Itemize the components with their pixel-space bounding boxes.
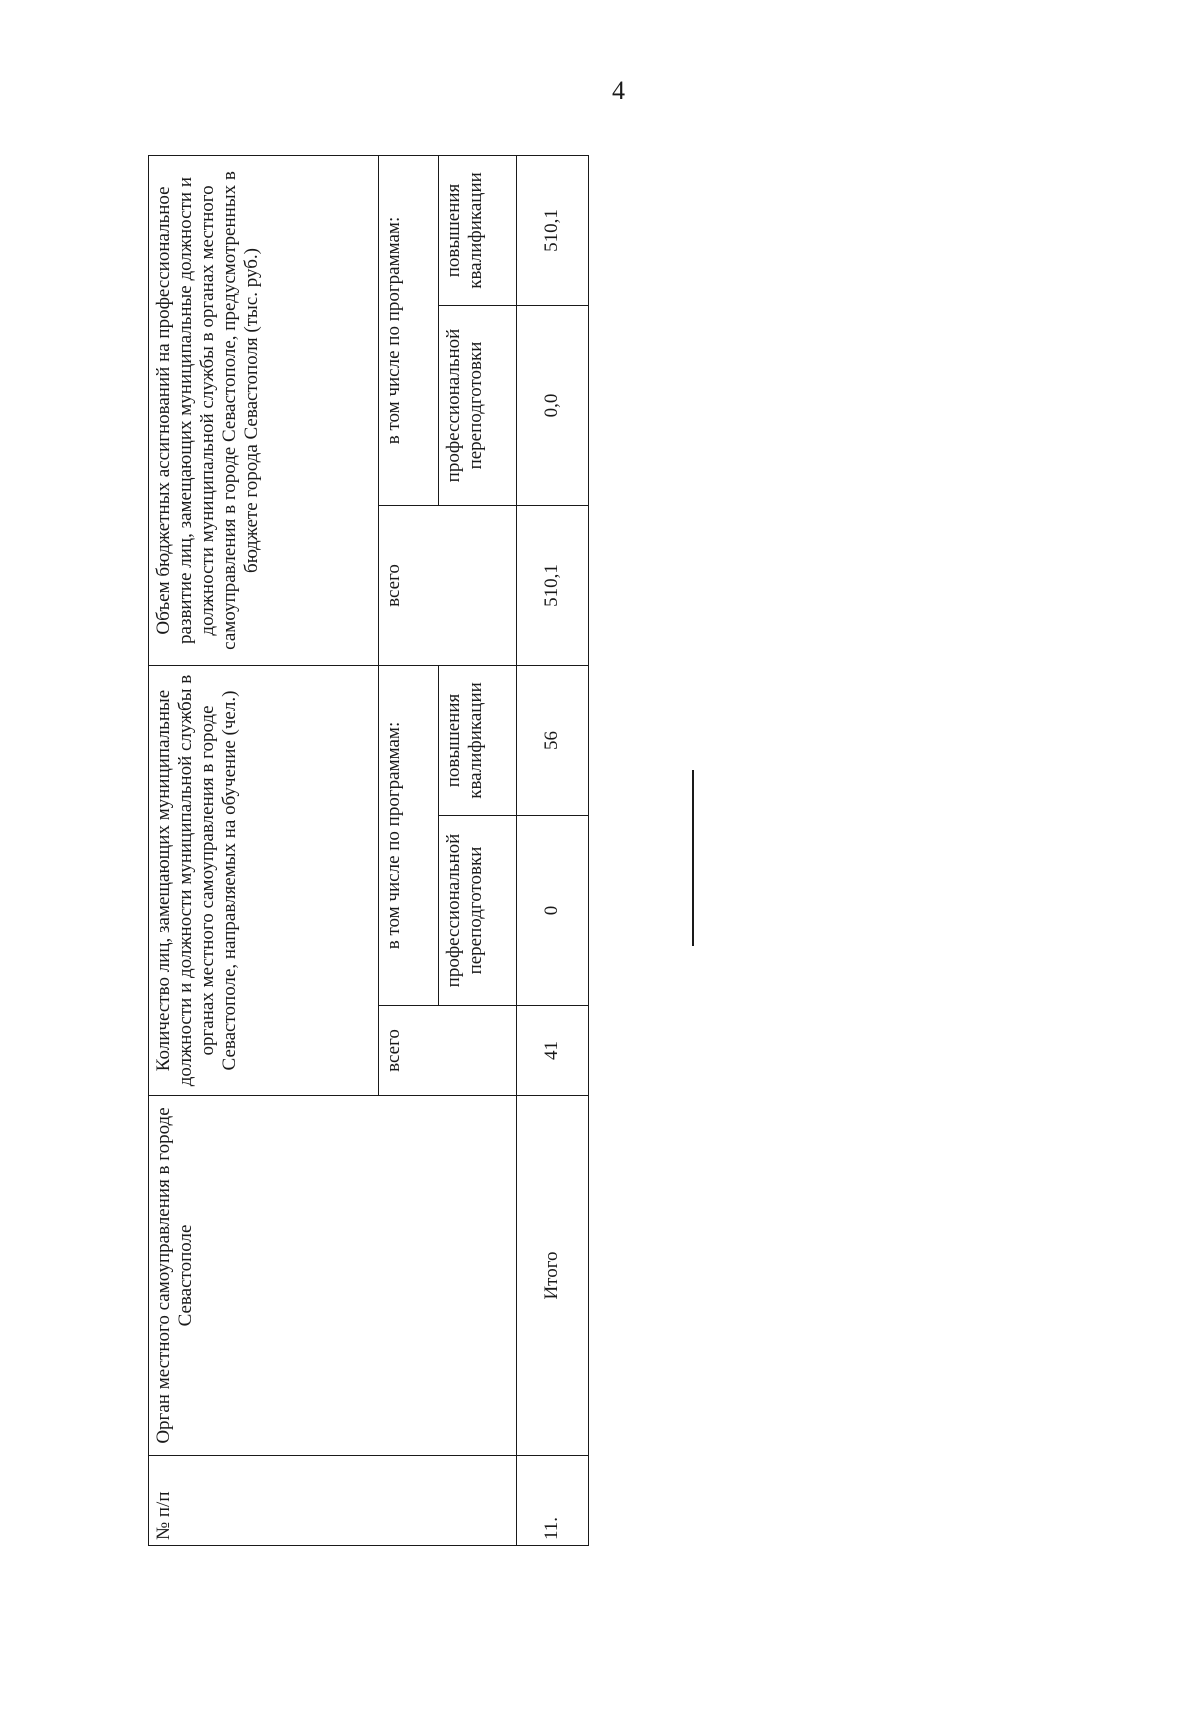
header-org: Орган местного самоуправления в городе Севастополе bbox=[149, 1096, 517, 1456]
header-count-total: всего bbox=[379, 1006, 517, 1096]
page-number: 4 bbox=[612, 76, 625, 105]
header-budget-qualif: повышения квалификации bbox=[439, 155, 517, 305]
header-count-incl: в том числе по программам: bbox=[379, 666, 439, 1006]
budget-table-rotated bbox=[148, 156, 588, 1546]
header-count-qualif: повышения квалификации bbox=[439, 666, 517, 816]
header-budget-title: Объем бюджетных ассигнований на профессиональное развитие лиц, замещающих муниципальные должности и должности муниципальной службы в органах местного самоуправления в городе Севастополе, предусмотренных в бюджете города Севастополя (тыс. руб.) bbox=[149, 155, 379, 665]
header-budget-incl: в том числе по программам: bbox=[379, 155, 439, 505]
row-count-total: 41 bbox=[517, 1006, 589, 1096]
row-org: Итого bbox=[517, 1096, 589, 1456]
header-budget-retrain: профессиональной переподготовки bbox=[439, 306, 517, 506]
row-count-retrain: 0 bbox=[517, 816, 589, 1006]
row-num: 11. bbox=[517, 1456, 589, 1546]
row-budget-total: 510,1 bbox=[517, 506, 589, 666]
header-count-retrain: профессиональной переподготовки bbox=[439, 816, 517, 1006]
row-budget-retrain: 0,0 bbox=[517, 306, 589, 506]
header-num: № п/п bbox=[149, 1456, 517, 1546]
budget-table bbox=[148, 155, 589, 1546]
row-count-qualif: 56 bbox=[517, 666, 589, 816]
header-budget-total: всего bbox=[379, 506, 517, 666]
row-budget-qualif: 510,1 bbox=[517, 155, 589, 305]
closing-separator-line bbox=[692, 770, 694, 946]
header-count-title: Количество лиц, замещающих муниципальные должности и должности муниципальной службы в органах местного самоуправления в городе Севастополе, направляемых на обучение (чел.) bbox=[149, 666, 379, 1096]
